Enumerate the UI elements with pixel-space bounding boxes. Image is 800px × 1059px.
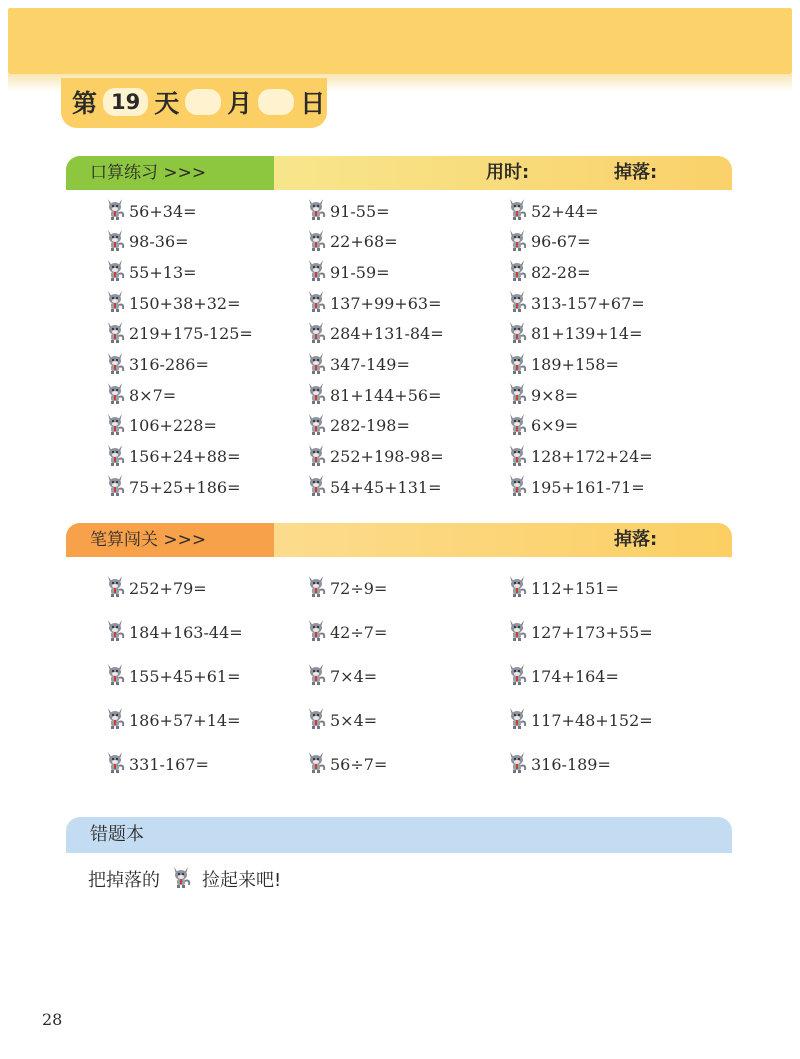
written-problem-text: 174+164= <box>531 666 619 686</box>
wolf-mascot-icon <box>506 351 531 379</box>
oral-problem-text: 91-59= <box>330 262 390 282</box>
mistakes-prompt <box>88 862 281 896</box>
month-label: 月 <box>227 89 253 118</box>
oral-problem <box>506 321 642 347</box>
wolf-mascot-icon <box>104 258 129 286</box>
oral-problem-text: 54+45+131= <box>330 477 442 497</box>
written-problem <box>506 751 611 777</box>
written-section-header <box>66 523 732 557</box>
oral-problem-text: 347-149= <box>330 355 410 374</box>
written-problem-text: 42÷7= <box>330 622 388 642</box>
oral-problem <box>104 382 176 408</box>
wolf-mascot-icon <box>305 706 330 734</box>
oral-problem <box>104 290 240 316</box>
oral-problem-text: 219+175-125= <box>129 324 253 344</box>
oral-problem-text: 316-286= <box>129 355 209 374</box>
written-problem-text: 117+48+152= <box>531 710 653 730</box>
wolf-mascot-icon <box>104 289 129 317</box>
month-blank[interactable] <box>185 89 221 115</box>
wolf-mascot-icon <box>506 473 531 501</box>
wolf-mascot-icon <box>506 381 531 409</box>
prompt-before: 把掉落的 <box>88 870 160 891</box>
wolf-mascot-icon <box>305 750 330 778</box>
wolf-mascot-icon <box>104 706 129 734</box>
oral-problem-text: 75+25+186= <box>129 477 241 497</box>
wolf-mascot-icon <box>305 197 330 225</box>
wolf-mascot-icon <box>305 381 330 409</box>
oral-problem <box>506 382 578 408</box>
oral-section-header <box>66 156 732 190</box>
oral-problem <box>506 259 591 285</box>
oral-problem <box>506 413 578 439</box>
oral-problem-text: 195+161-71= <box>531 477 645 497</box>
oral-problem <box>506 444 653 470</box>
wolf-mascot-icon <box>305 351 330 379</box>
oral-problem <box>104 259 197 285</box>
day-number: 19 <box>103 88 148 116</box>
day-suffix: 天 <box>154 89 180 118</box>
wolf-mascot-icon <box>104 618 129 646</box>
oral-problem-text: 52+44= <box>531 201 599 221</box>
wolf-mascot-icon <box>160 865 202 894</box>
oral-problem <box>305 352 410 378</box>
wolf-mascot-icon <box>506 320 531 348</box>
oral-problem-text: 150+38+32= <box>129 293 241 313</box>
written-problem-text: 184+163-44= <box>129 622 243 642</box>
oral-problem-text: 137+99+63= <box>330 293 442 313</box>
wolf-mascot-icon <box>104 443 129 471</box>
oral-problem <box>305 198 390 224</box>
oral-problem <box>506 474 645 500</box>
wolf-mascot-icon <box>506 412 531 440</box>
written-drop-label: 掉落: <box>614 529 658 550</box>
written-problem <box>104 663 240 689</box>
oral-problem <box>305 444 444 470</box>
oral-problem-text: 106+228= <box>129 416 217 436</box>
oral-problem-text: 55+13= <box>129 262 197 282</box>
written-problem-text: 72÷9= <box>330 578 388 598</box>
oral-problem <box>506 198 599 224</box>
oral-problem <box>104 352 209 378</box>
wolf-mascot-icon <box>506 706 531 734</box>
wolf-mascot-icon <box>506 443 531 471</box>
oral-problem-text: 81+144+56= <box>330 385 442 405</box>
oral-problem-text: 156+24+88= <box>129 447 241 467</box>
written-problem-text: 186+57+14= <box>129 710 241 730</box>
oral-problem <box>506 290 645 316</box>
wolf-mascot-icon <box>305 618 330 646</box>
wolf-mascot-icon <box>104 574 129 602</box>
oral-problem-text: 82-28= <box>531 262 591 282</box>
wolf-mascot-icon <box>104 320 129 348</box>
wolf-mascot-icon <box>104 351 129 379</box>
wolf-mascot-icon <box>305 228 330 256</box>
mistakes-title: 错题本 <box>90 824 144 845</box>
wolf-mascot-icon <box>506 618 531 646</box>
oral-drop-label: 掉落: <box>614 162 658 183</box>
oral-problem-text: 8×7= <box>129 385 177 405</box>
written-problem <box>104 619 243 645</box>
written-problem <box>305 751 387 777</box>
oral-problem-text: 22+68= <box>330 232 398 252</box>
wolf-mascot-icon <box>506 228 531 256</box>
wolf-mascot-icon <box>104 662 129 690</box>
wolf-mascot-icon <box>104 197 129 225</box>
oral-time-label: 用时: <box>486 162 530 183</box>
wolf-mascot-icon <box>104 473 129 501</box>
oral-problem <box>305 321 444 347</box>
wolf-mascot-icon <box>506 574 531 602</box>
oral-problem <box>305 413 410 439</box>
written-problem-text: 56÷7= <box>330 754 388 774</box>
oral-problem <box>305 259 390 285</box>
written-problem-text: 7×4= <box>330 666 378 686</box>
oral-problem <box>506 352 619 378</box>
page-number: 28 <box>42 1010 63 1029</box>
written-problem <box>506 663 619 689</box>
oral-problem-text: 189+158= <box>531 355 619 374</box>
oral-problem-text: 81+139+14= <box>531 324 643 344</box>
written-problem <box>104 575 207 601</box>
oral-problem-text: 96-67= <box>531 232 591 252</box>
wolf-mascot-icon <box>506 750 531 778</box>
wolf-mascot-icon <box>305 258 330 286</box>
written-problem <box>305 663 377 689</box>
wolf-mascot-icon <box>506 258 531 286</box>
oral-problem <box>104 198 197 224</box>
date-blank[interactable] <box>258 89 294 115</box>
written-problem-text: 155+45+61= <box>129 666 241 686</box>
oral-problem <box>305 290 441 316</box>
wolf-mascot-icon <box>506 197 531 225</box>
oral-problem-text: 284+131-84= <box>330 324 444 344</box>
oral-problem <box>305 382 441 408</box>
wolf-mascot-icon <box>305 574 330 602</box>
written-problem <box>305 575 387 601</box>
written-problem <box>104 751 209 777</box>
written-problem <box>506 619 653 645</box>
oral-problem <box>104 321 253 347</box>
prompt-after: 捡起来吧! <box>202 870 282 891</box>
date-label: 日 <box>300 89 326 118</box>
oral-problem <box>305 474 441 500</box>
oral-problem-text: 313-157+67= <box>531 293 645 313</box>
written-problem <box>305 619 387 645</box>
wolf-mascot-icon <box>104 381 129 409</box>
oral-problem <box>305 229 398 255</box>
written-problem-text: 127+173+55= <box>531 622 653 642</box>
oral-problem-text: 128+172+24= <box>531 447 653 467</box>
day-header <box>72 82 325 122</box>
written-problem-text: 252+79= <box>129 578 207 598</box>
oral-problem <box>104 413 217 439</box>
day-prefix: 第 <box>72 89 98 118</box>
wolf-mascot-icon <box>104 228 129 256</box>
wolf-mascot-icon <box>506 662 531 690</box>
top-banner <box>8 8 792 74</box>
wolf-mascot-icon <box>506 289 531 317</box>
wolf-mascot-icon <box>305 662 330 690</box>
written-problem <box>506 575 619 601</box>
written-problem-text: 331-167= <box>129 754 209 774</box>
written-problem-text: 5×4= <box>330 710 378 730</box>
wolf-mascot-icon <box>305 289 330 317</box>
oral-problem <box>104 229 189 255</box>
mistakes-header <box>66 817 732 853</box>
oral-problem <box>104 474 240 500</box>
wolf-mascot-icon <box>305 443 330 471</box>
oral-problem-text: 252+198-98= <box>330 447 444 467</box>
oral-problem <box>506 229 591 255</box>
oral-problem-text: 9×8= <box>531 385 579 405</box>
oral-section-title: 口算练习 >>> <box>66 156 274 190</box>
written-problem-text: 316-189= <box>531 754 611 774</box>
wolf-mascot-icon <box>305 473 330 501</box>
wolf-mascot-icon <box>305 412 330 440</box>
oral-problem-text: 91-55= <box>330 201 390 221</box>
written-problem <box>305 707 377 733</box>
oral-problem-text: 6×9= <box>531 416 579 436</box>
wolf-mascot-icon <box>104 412 129 440</box>
written-section-title: 笔算闯关 >>> <box>66 523 274 557</box>
oral-problem <box>104 444 240 470</box>
oral-problem-text: 282-198= <box>330 416 410 436</box>
written-problem-text: 112+151= <box>531 578 619 598</box>
oral-problem-text: 98-36= <box>129 232 189 252</box>
wolf-mascot-icon <box>305 320 330 348</box>
wolf-mascot-icon <box>104 750 129 778</box>
written-problem <box>104 707 240 733</box>
oral-problem-text: 56+34= <box>129 201 197 221</box>
written-problem <box>506 707 653 733</box>
